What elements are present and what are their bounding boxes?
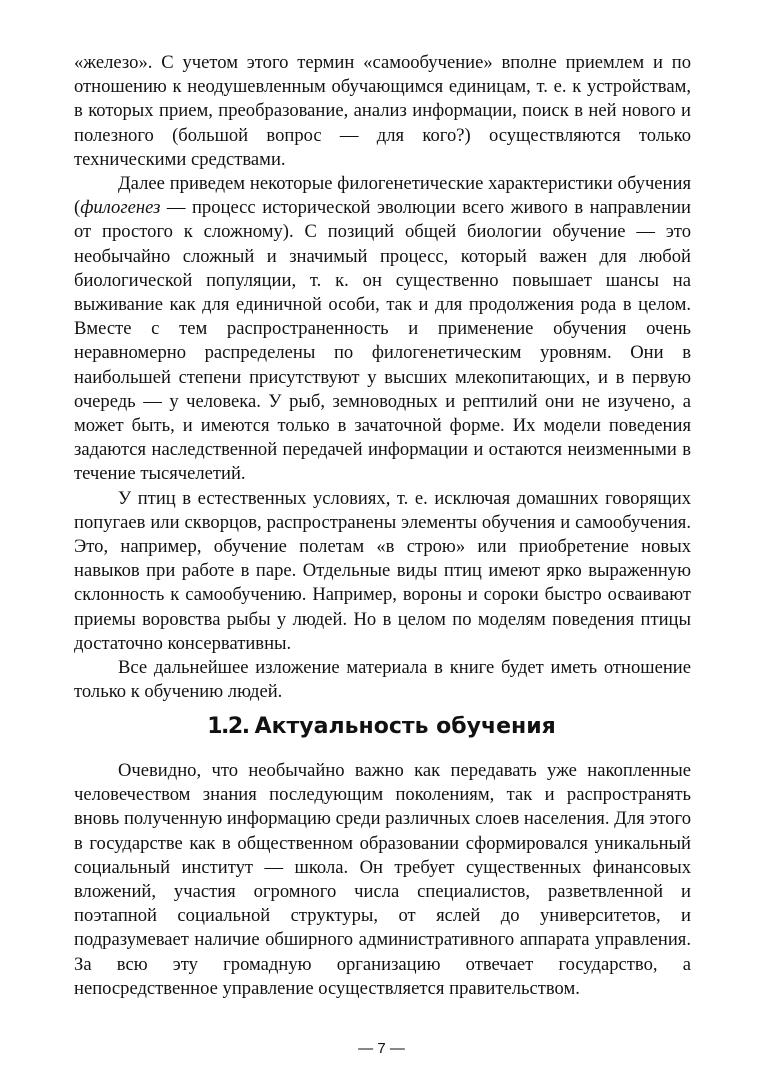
term-phylogenesis: филогенез	[80, 197, 161, 219]
section-heading	[0, 712, 763, 742]
body-text-top	[74, 51, 691, 704]
paragraph-phylogenetic-rest: — процесс исторической эволюции всего живого в направлении от простого к сложному). С позиций общей биологии обучение — это необычайно сложный и значимый процесс, который важен для любой биологической популяции, т. к. он существенно повышает шансы на выживание как для единичной особи, так и для продолжения рода в целом. Вместе с тем распространенность и применение обучения очень неравномерно распределены по филогенетическим уровням. Они в наибольшей степени присутствуют у высших млекопитающих, и в первую очередь — у человека. У рыб, земноводных и рептилий они не изучено, а может быть, и имеются только в зачаточной форме. Их модели поведения задаются наследственной передачей информации и остаются неизменными в течение тысячелетий.	[74, 197, 691, 485]
page-number: — 7 —	[358, 1040, 405, 1057]
paragraph-relevance: Очевидно, что необычайно важно как передавать уже накопленные человечеством знания последующим поколениям, так и распространять вновь полученную информацию среди различных слоев населения. Для этого в государстве как в общественном образовании сформировался уникальный социальный институт — школа. Он требует существенных финансовых вложений, участия огромного числа специалистов, разветвленной и поэтапной социальной структуры, от яслей до университетов, и подразумевает наличие обширного административного аппарата управления. За всю эту громадную организацию отвечает государство, а непосредственное управление осуществляется правительством.	[74, 760, 691, 999]
paragraph-continuation: «железо». С учетом этого термин «самообучение» вполне приемлем и по отношению к неодушевленным обучающимся единицам, т. е. к устройствам, в которых прием, преобразование, анализ информации, поиск в ней нового и полезного (большой вопрос — для кого?) осуществляются только техническими средствами.	[74, 52, 691, 170]
paragraph-phylogenetic-lead: Далее приведем некоторые филогенетические характеристики обучения (	[74, 173, 691, 219]
paragraph-further: Все дальнейшее изложение материала в книге будет иметь отношение только к обучению людей.	[74, 657, 691, 703]
section-title: Актуальность обучения	[254, 714, 556, 739]
body-text-bottom	[74, 759, 691, 1001]
paragraph-birds: У птиц в естественных условиях, т. е. исключая домашних говорящих попугаев или скворцов, распространены элементы обучения и самообучения. Это, например, обучение полетам «в строю» или приобретение новых навыков при работе в паре. Отдельные виды птиц имеют ярко выраженную склонность к самообучению. Например, вороны и сороки быстро осваивают приемы воровства рыбы у людей. Но в целом по моделям поведения птицы достаточно консервативны.	[74, 487, 691, 654]
section-number: 1.2.	[207, 714, 249, 739]
paragraph-phylogenetic	[74, 172, 691, 487]
